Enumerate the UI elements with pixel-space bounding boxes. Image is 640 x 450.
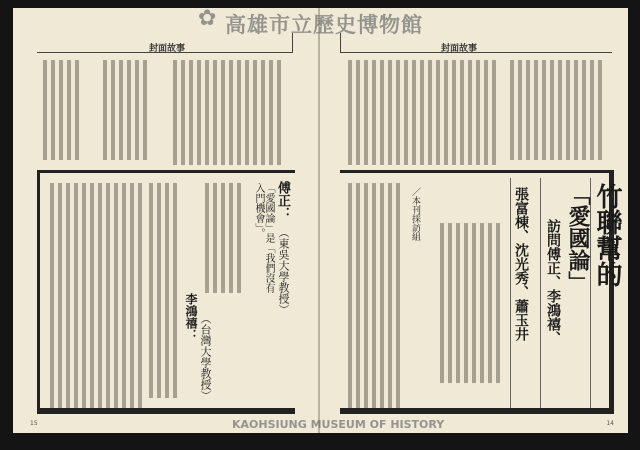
body-text <box>510 60 605 160</box>
watermark-en: KAOHSIUNG MUSEUM OF HISTORY <box>232 418 445 431</box>
section-title: 封面故事 <box>441 44 478 54</box>
subtitle: 訪問傅正、李鴻禧、 <box>545 219 561 345</box>
pull-quote: 「愛國論」是「我們沒有入門機會」。 <box>253 183 274 293</box>
right-page <box>320 8 628 433</box>
headline: 竹聯幫的 <box>592 183 622 287</box>
body-text <box>149 183 179 398</box>
left-page <box>13 8 319 433</box>
body-text <box>43 60 81 160</box>
subtitle: 張富棟、沈光秀、蕭玉井 <box>513 187 529 341</box>
body-text <box>50 183 143 408</box>
body-text <box>348 183 400 408</box>
interviewee-title: （台灣大學教授） <box>199 313 212 401</box>
body-text <box>103 60 151 160</box>
page-number: 14 <box>606 420 614 427</box>
body-text <box>205 183 245 293</box>
section-title: 封面故事 <box>149 44 186 54</box>
interviewee-name: 李鴻禧： <box>184 293 198 341</box>
headline: 「愛國論」 <box>565 183 590 293</box>
byline: ／本刊採訪組 <box>410 187 420 241</box>
interviewee-title: （東吳大學教授） <box>277 227 290 315</box>
headline-box <box>340 170 622 414</box>
watermark: 高雄市立歷史博物館 <box>225 13 423 37</box>
page-number: 15 <box>30 420 38 427</box>
body-text <box>440 223 500 383</box>
interview-box <box>37 170 295 414</box>
body-text <box>348 60 498 165</box>
body-text <box>173 60 283 165</box>
interviewee-name: 傅正： <box>275 181 290 220</box>
museum-logo-icon: ✿ <box>198 6 217 31</box>
